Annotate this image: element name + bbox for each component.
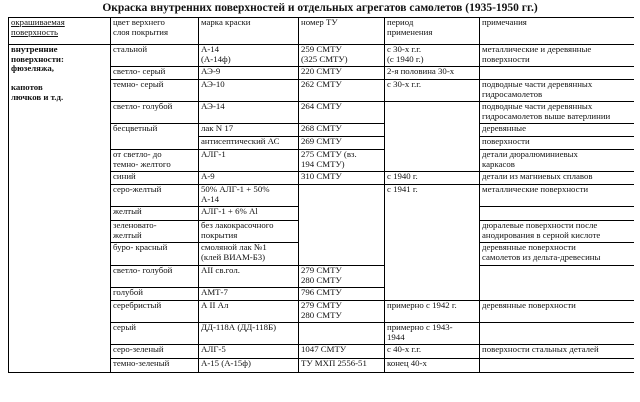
period-cell [385,102,480,172]
notes-cell [480,207,635,221]
brand-cell: ДД-118А (ДД-118Б) [199,323,299,345]
notes-cell: металлические и деревянные поверхности [480,45,635,67]
color-cell: синий [111,172,199,185]
tu-cell: 262 СМТУ [299,80,385,102]
paint-table-wrapper [8,17,634,401]
color-cell: темно-зеленый [111,359,199,373]
notes-cell: деревянные поверхности [480,301,635,323]
notes-cell: поверхности [480,137,635,150]
notes-cell: детали дюралюминиевых каркасов [480,150,635,172]
header-surface: окрашиваемая поверхность [9,18,111,45]
tu-cell: 279 СМТУ 280 СМТУ [299,266,385,288]
surface-cell: внутренние поверхности: фюзеляжа, капотов лючков и т.д. [9,45,111,373]
notes-cell: детали из магниевых сплавов [480,172,635,185]
color-cell: светло- серый [111,67,199,80]
header-color: цвет верхнего слоя покрытия [111,18,199,45]
period-cell: с 40-х г.г. [385,345,480,359]
notes-cell: деревянные поверхности самолетов из дельта-древесины [480,243,635,266]
tu-cell: 1047 СМТУ [299,345,385,359]
color-cell: голубой [111,288,199,301]
brand-cell: АЛГ-1 + 6% Al [199,207,299,221]
color-cell: светло- голубой [111,102,199,124]
period-cell: конец 40-х [385,359,480,373]
brand-cell: АМТ-7 [199,288,299,301]
brand-cell: АЛГ-5 [199,345,299,359]
table-row [9,45,635,67]
header-tu: номер ТУ [299,18,385,45]
paint-table [8,17,634,373]
notes-cell [480,323,635,345]
notes-cell: металлические поверхности [480,185,635,207]
header-brand: марка краски [199,18,299,45]
tu-cell: 264 СМТУ [299,102,385,124]
header-row [9,18,635,45]
color-cell: от светло- до темно- желтого [111,150,199,172]
color-cell: темно- серый [111,80,199,102]
period-cell: 2-я половина 30-х [385,67,480,80]
notes-cell: деревянные [480,124,635,137]
brand-cell: АЭ-10 [199,80,299,102]
tu-cell [299,185,385,266]
brand-cell: антисептический АС [199,137,299,150]
period-cell: с 30-х г.г. [385,80,480,102]
notes-cell: поверхности стальных деталей [480,345,635,359]
color-cell: желтый [111,207,199,221]
period-cell: примерно с 1943- 1944 [385,323,480,345]
color-cell: серебристый [111,301,199,323]
tu-cell: 796 СМТУ [299,288,385,301]
period-cell: с 1940 г. [385,172,480,185]
header-notes: примечания [480,18,635,45]
color-cell: буро- красный [111,243,199,266]
color-cell: серо-зеленый [111,345,199,359]
color-cell: серый [111,323,199,345]
brand-cell: лак N 17 [199,124,299,137]
tu-cell: 220 СМТУ [299,67,385,80]
color-cell: зеленовато- желтый [111,221,199,243]
brand-cell: АЭ-9 [199,67,299,80]
tu-cell: 310 СМТУ [299,172,385,185]
brand-cell: А II Ал [199,301,299,323]
brand-cell: АII св.гол. [199,266,299,288]
tu-cell [299,323,385,345]
period-cell: примерно с 1942 г. [385,301,480,323]
brand-cell: АЛГ-1 [199,150,299,172]
notes-cell: подводные части деревянных гидросамолетов [480,80,635,102]
brand-cell: без лакокрасочного покрытия [199,221,299,243]
color-cell: бесцветный [111,124,199,150]
page-title: Окраска внутренних поверхностей и отдельных агрегатов самолетов (1935-1950 гг.) [102,2,538,14]
brand-cell: А-15 (А-15ф) [199,359,299,373]
tu-cell: ТУ МХП 2556-51 [299,359,385,373]
brand-cell: А-14 (А-14ф) [199,45,299,67]
brand-cell: АЭ-14 [199,102,299,124]
brand-cell: смоляной лак №1 (клей ВИАМ-Б3) [199,243,299,266]
tu-cell: 269 СМТУ [299,137,385,150]
tu-cell: 268 СМТУ [299,124,385,137]
period-cell: с 1941 г. [385,185,480,301]
color-cell: светло- голубой [111,266,199,288]
brand-cell: А-9 [199,172,299,185]
notes-cell: дюралевые поверхности после анодирования в серной кислоте [480,221,635,243]
period-cell: с 30-х г.г. (с 1940 г.) [385,45,480,67]
notes-cell [480,359,635,373]
tu-cell: 275 СМТУ (вз. 194 СМТУ) [299,150,385,172]
color-cell: стальной [111,45,199,67]
notes-cell [480,266,635,301]
brand-cell: 50% АЛГ-1 + 50% А-14 [199,185,299,207]
notes-cell [480,67,635,80]
header-period: период применения [385,18,480,45]
tu-cell: 279 СМТУ 280 СМТУ [299,301,385,323]
notes-cell: подводные части деревянных гидросамолетов выше ватерлинии [480,102,635,124]
color-cell: серо-желтый [111,185,199,207]
tu-cell: 259 СМТУ (325 СМТУ) [299,45,385,67]
